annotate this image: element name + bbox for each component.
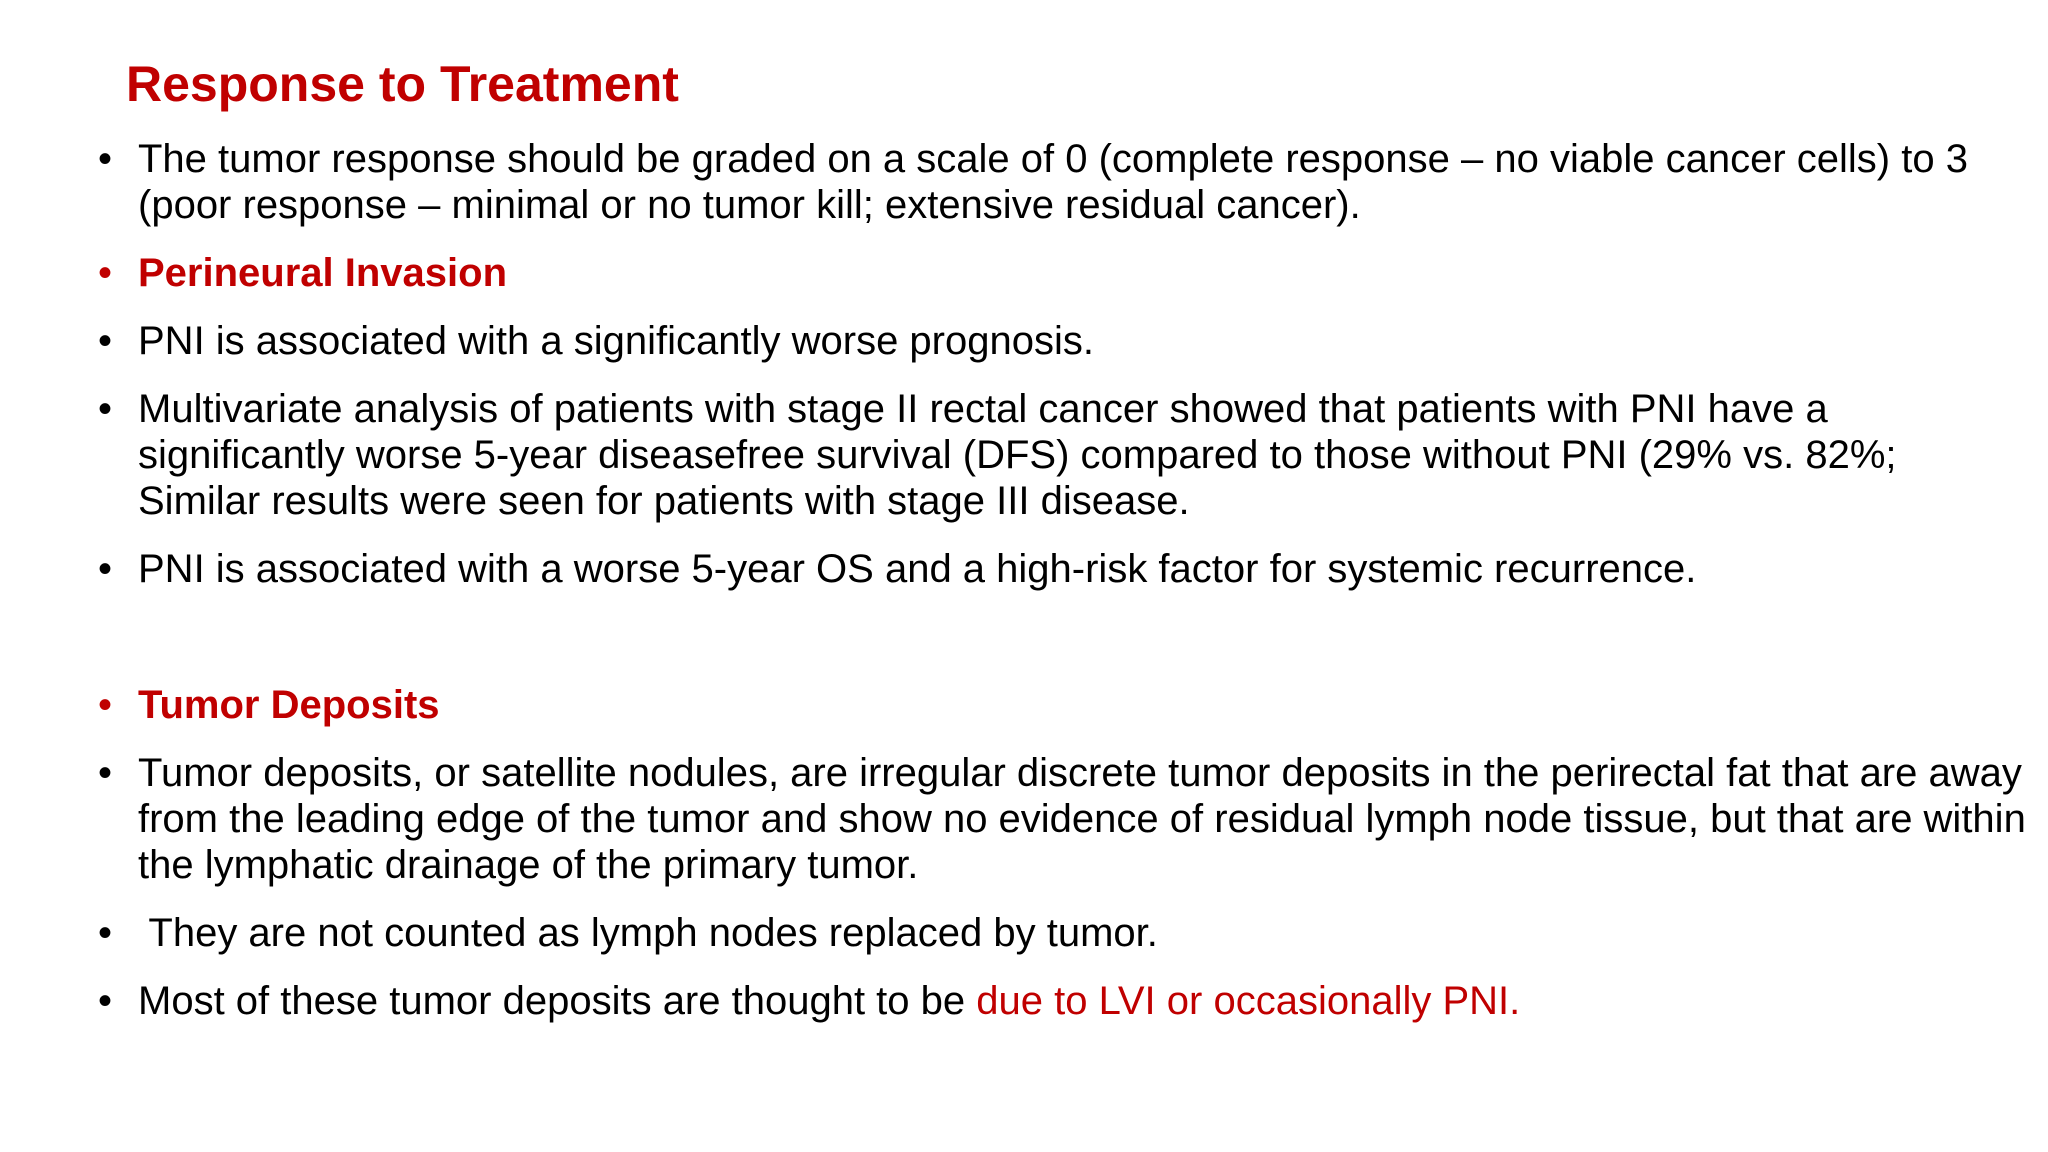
bullet-item [98, 978, 2028, 1024]
bullet-text: The tumor response should be graded on a scale of 0 (complete response – no viable cancer cells) to 3 (poor response – minimal or no tumor kill; extensive residual cancer). [138, 137, 1968, 227]
bullet-marker: • [98, 319, 113, 363]
bullet-text: Tumor deposits, or satellite nodules, are irregular discrete tumor deposits in the perirectal fat that are away from the leading edge of the tumor and show no evidence of residual lymph node tissue, but that are within the lymphatic drainage of the primary tumor. [138, 751, 2026, 887]
bullet-text-plain: Most of these tumor deposits are thought to be [138, 979, 977, 1023]
bullet-marker: • [98, 751, 113, 795]
bullet-item [98, 318, 2028, 364]
bullet-text: PNI is associated with a significantly worse prognosis. [138, 319, 1094, 363]
bullet-item [98, 136, 2028, 228]
bullet-text: Multivariate analysis of patients with stage II rectal cancer showed that patients with PNI have a significantly worse 5-year diseasefree survival (DFS) compared to those without PNI (29% vs. 82%; Similar results were seen for patients with stage III disease. [138, 387, 1897, 523]
section-heading-perineural-invasion: Perineural Invasion [138, 251, 508, 295]
bullet-item [98, 546, 2028, 592]
bullet-text: PNI is associated with a worse 5-year OS and a high-risk factor for systemic recurrence. [138, 547, 1697, 591]
bullet-item [98, 910, 2028, 956]
slide-title: Response to Treatment [126, 56, 679, 112]
bullet-marker: • [98, 251, 113, 295]
bullet-heading [98, 250, 2028, 296]
bullet-text-mixed [138, 978, 2028, 1024]
bullet-marker: • [98, 137, 113, 181]
bullet-marker: • [98, 979, 113, 1023]
bullet-item [98, 386, 2028, 524]
bullet-marker: • [98, 683, 113, 727]
bullet-marker: • [98, 387, 113, 431]
bullet-marker: • [98, 547, 113, 591]
bullet-text: They are not counted as lymph nodes replaced by tumor. [138, 911, 1158, 955]
bullet-item [98, 750, 2028, 888]
bullet-text-accent: due to LVI or occasionally PNI. [976, 979, 1521, 1023]
bullet-heading [98, 682, 2028, 728]
bullet-marker: • [98, 911, 113, 955]
section-heading-tumor-deposits: Tumor Deposits [138, 683, 440, 727]
